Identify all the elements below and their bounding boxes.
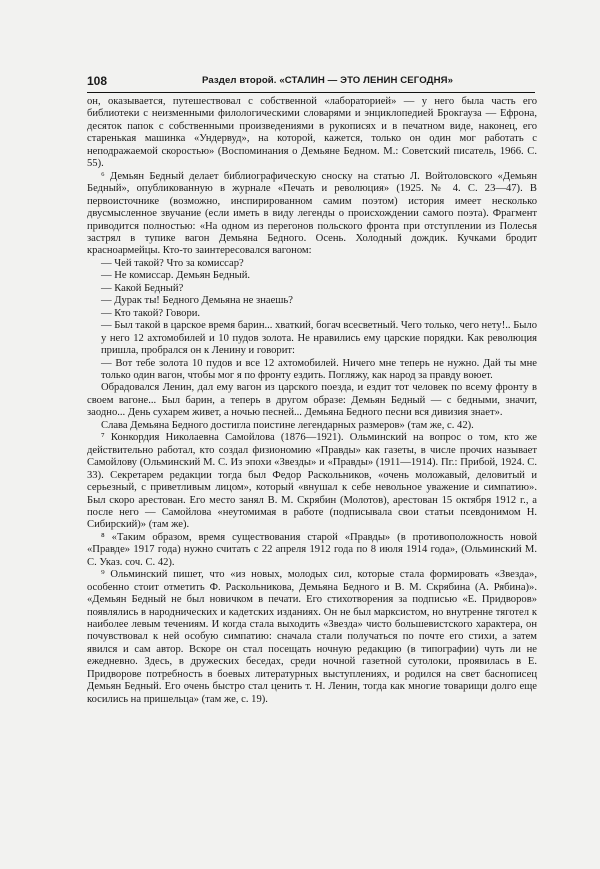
dialogue-line: — Кто такой? Говори. xyxy=(101,307,201,319)
quote-paragraph: Обрадовался Ленин, дал ему вагон из царского поезда, и ездит тот человек по всему фронту в своем вагоне... Был барин, а теперь в другом образе: Демьян Бедный — с бедными, значит, заодно... День сухарем живет, а ночью песней... Демьяна Бедного песни вся дивизия знает». xyxy=(87,382,537,419)
footnotes-body xyxy=(87,96,537,706)
dialogue-line: — Вот тебе золота 10 пудов и все 12 ахтомобилей. Ничего мне теперь не нужно. Дай ты мне только один вагон, чтобы мог я по фронту ездить. Погляжу, как народ за правду воюет. xyxy=(101,357,537,381)
quote-paragraph: Слава Демьяна Бедного достигла поистине легендарных размеров» (там же, с. 42). xyxy=(101,419,474,431)
page-number: 108 xyxy=(87,74,108,88)
dialogue-line: — Чей такой? Что за комиссар? xyxy=(101,257,244,269)
footnote-6: ⁶ Демьян Бедный делает библиографическую сноску на статью Л. Войтоловского «Демьян Бедный», опубликованную в журнале «Печать и революция» (1925. № 4. С. 23—47). В первоисточнике (возможно, инспирированном самим поэтом) история имеет несколько двусмысленное звучание (если иметь в виду легенды о происхождении самого поэта). Фрагмент приводится полностью: «На одном из перегонов польского фронта при отступлении из Полесья застрял в тупике вагон Демьяна Бедного. Осень. Холодный дождик. Кучками бродит красноармейцы. Кто-то заинтересовался вагоном: xyxy=(87,170,537,257)
footnote-continuation: он, оказывается, путешествовал с собственной «лабораторией» — у него была часть его библиотеки с неизменными филологическими словарями и энциклопедией Брокгауза — Ефрона, десяток папок с собственными произведениями в рукописях и в печатном виде, наконец, его старенькая машинка «Ундервуд», на которой, кажется, только он один мог работать с неподражаемой скоростью» (Воспоминания о Демьяне Бедном. М.: Советский писатель, 1966. С. 55). xyxy=(87,96,537,170)
footnote-9: ⁹ Ольминский пишет, что «из новых, молодых сил, которые стала формировать «Звезда», особенно стоит отметить Ф. Раскольникова, Демьяна Бедного и В. М. Скрябина (А. Рябина)». «Демьян Бедный не был новичком в печати. Его стихотворения за подписью «Е. Придворов» появлялись в народнических и кадетских изданиях. Он не был марксистом, но внутренне тяготел к наиболее левым течениям. И когда стала выходить «Звезда» чисто большевистского характера, он почувствовал к ней особую симпатию: сначала стали получаться по почте его стихи, а затем явился и сам автор. Вскоре он стал посещать ночную редакцию (в типографии) чуть ли не ежедневно. Здесь, в дружеских беседах, среди ночной газетной сутолоки, проявилась в Е. Придворове потребность в боевых литературных выступлениях, и родился на свет баснописец Демьян Бедный. Его очень быстро стал ценить т. Н. Ленин, тогда как многие товарищи долго еще косились на пришельца» (там же, с. 19). xyxy=(87,569,537,705)
footnote-7: ⁷ Конкордия Николаевна Самойлова (1876—1921). Ольминский на вопрос о том, кто же действительно работал, кто создал физиономию «Правды» как газеты, в числе прочих называет Самойлову (Ольминский М. С. Из эпохи «Звезды» и «Правды» (1911—1914). Пг.: Прибой, 1924. С. 33). Секретарем редакции тогда был Федор Раскольников, «очень моложавый, деловитый и серьезный, с приветливым лицом», который «внушал к себе невольное уважение и симпатию». Был скоро арестован. Его место занял В. М. Скрябин (Молотов), арестован 15 октября 1912 г., а после него — Самойлова «неутомимая в работе (подписывала свои статьи псевдонимом Н. Сибирский)» (там же). xyxy=(87,432,537,531)
dialogue-line: — Какой Бедный? xyxy=(101,282,184,294)
dialogue-line: — Не комиссар. Демьян Бедный. xyxy=(101,270,251,282)
dialogue-line: — Был такой в царское время барин... хваткий, богач всесветный. Чего только, чего нету!.. Было у него 12 ахтомобилей и 10 пудов золота. Не нравились ему царские порядки. Как революция пришла, пробрался он к Ленину и говорит: xyxy=(101,320,537,357)
page-header xyxy=(87,74,535,93)
footnote-8: ⁸ «Таким образом, время существования старой «Правды» (в противоположность новой «Правде» 1917 года) нужно считать с 22 апреля 1912 года по 8 июля 1914 года», (Ольминский М. С. Указ. соч. С. 42). xyxy=(87,531,537,568)
dialogue-line: — Дурак ты! Бедного Демьяна не знаешь? xyxy=(101,295,293,307)
running-head: Раздел второй. «СТАЛИН — ЭТО ЛЕНИН СЕГОДНЯ» xyxy=(202,75,454,86)
